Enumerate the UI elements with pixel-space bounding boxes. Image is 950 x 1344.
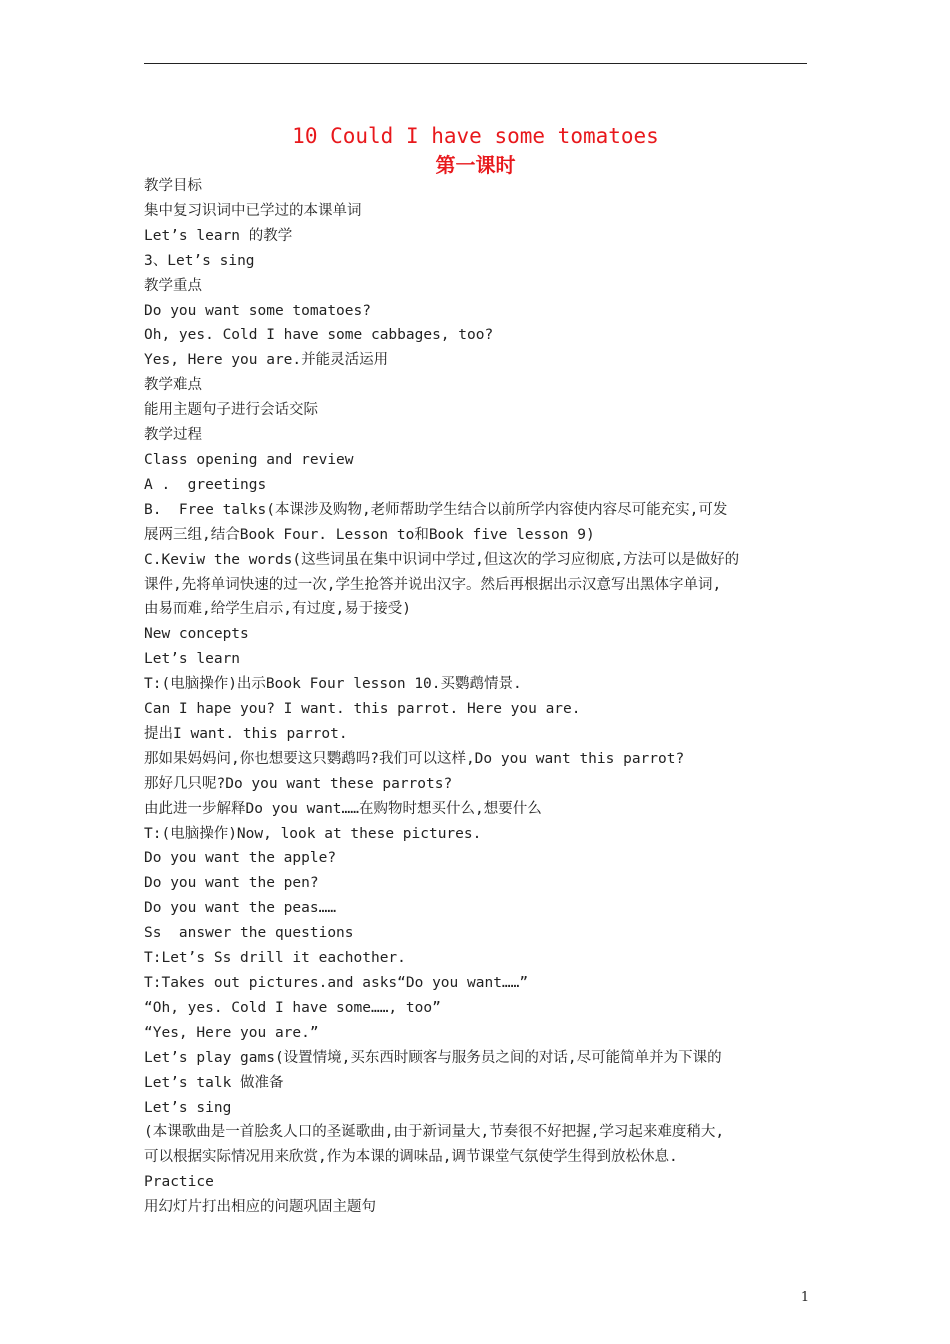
text-line: New concepts [144, 626, 249, 643]
text-line: Do you want the apple? [144, 850, 337, 867]
text-line: Can I hape you? I want. this parrot. Here you are. [144, 701, 581, 718]
text-line: Yes, Here you are.并能灵活运用 [144, 352, 389, 369]
text-line: 由易而难,给学生启示,有过度,易于接受) [144, 601, 411, 618]
text-line: 展两三组,结合Book Four. Lesson to和Book five lesson 9) [144, 526, 595, 543]
text-line: Do you want some tomatoes? [144, 302, 371, 319]
text-line: Let’s learn [144, 651, 241, 668]
text-line: 3、Let’s sing [144, 252, 255, 269]
header-rule [144, 63, 807, 64]
text-line: Practice [144, 1174, 214, 1191]
text-line: 集中复习识词中已学过的本课单词 [144, 202, 362, 219]
text-line: “Oh, yes. Cold I have some……, too” [144, 999, 441, 1016]
text-line: (本课歌曲是一首脍炙人口的圣诞歌曲,由于新词量大,节奏很不好把握,学习起来难度稍大, [144, 1124, 725, 1141]
text-line: 提出I want. this parrot. [144, 725, 348, 742]
text-line: 教学难点 [144, 377, 202, 394]
document-body [144, 174, 812, 1220]
text-line: A . greetings [144, 476, 267, 493]
text-line: 那如果妈妈问,你也想要这只鹦鹉吗?我们可以这样,Do you want this parrot? [144, 750, 685, 767]
text-line: 能用主题句子进行会话交际 [144, 402, 318, 419]
text-line: Oh, yes. Cold I have some cabbages, too? [144, 327, 494, 344]
text-line: 教学过程 [144, 427, 202, 444]
text-line: Do you want the peas…… [144, 900, 337, 917]
text-line: T:Let’s Ss drill it eachother. [144, 950, 406, 967]
text-line: C.Keviw the words(这些词虽在集中识词中学过,但这次的学习应彻底,方法可以是做好的 [144, 551, 740, 568]
text-line: T:(电脑操作)出示Book Four lesson 10.买鹦鹉情景. [144, 676, 522, 693]
text-line: Do you want the pen? [144, 875, 319, 892]
text-line: B. Free talks(本课涉及购物,老师帮助学生结合以前所学内容使内容尽可能充实,可发 [144, 501, 728, 518]
text-line: Let’s talk 做准备 [144, 1074, 284, 1091]
text-line: 教学目标 [144, 178, 202, 194]
text-line: “Yes, Here you are.” [144, 1024, 319, 1041]
page-title: 10 Could I have some tomatoes [292, 124, 659, 148]
text-line: 用幻灯片打出相应的问题巩固主题句 [144, 1199, 376, 1216]
text-line: Ss answer the questions [144, 925, 354, 942]
text-line: 那好几只呢?Do you want these parrots? [144, 775, 453, 792]
text-line: Let’s play gams(设置情境,买东西时顾客与服务员之间的对话,尽可能简单并为下课的 [144, 1049, 722, 1066]
text-line: T:(电脑操作)Now, look at these pictures. [144, 825, 482, 842]
text-line: Let’s learn 的教学 [144, 227, 293, 244]
text-line: Class opening and review [144, 451, 354, 468]
text-line: 由此进一步解释Do you want……在购物时想买什么,想要什么 [144, 800, 542, 817]
text-line: 可以根据实际情况用来欣赏,作为本课的调味品,调节课堂气氛使学生得到放松休息. [144, 1149, 678, 1166]
text-line: 教学重点 [144, 277, 202, 294]
text-line: T:Takes out pictures.and asks“Do you want……” [144, 975, 529, 991]
text-line: 课件,先将单词快速的过一次,学生抢答并说出汉字。然后再根据出示汉意写出黑体字单词, [144, 576, 722, 593]
page-number: 1 [800, 1290, 810, 1305]
page-subtitle: 第一课时 [435, 153, 516, 177]
text-line: Let’s sing [144, 1099, 232, 1116]
